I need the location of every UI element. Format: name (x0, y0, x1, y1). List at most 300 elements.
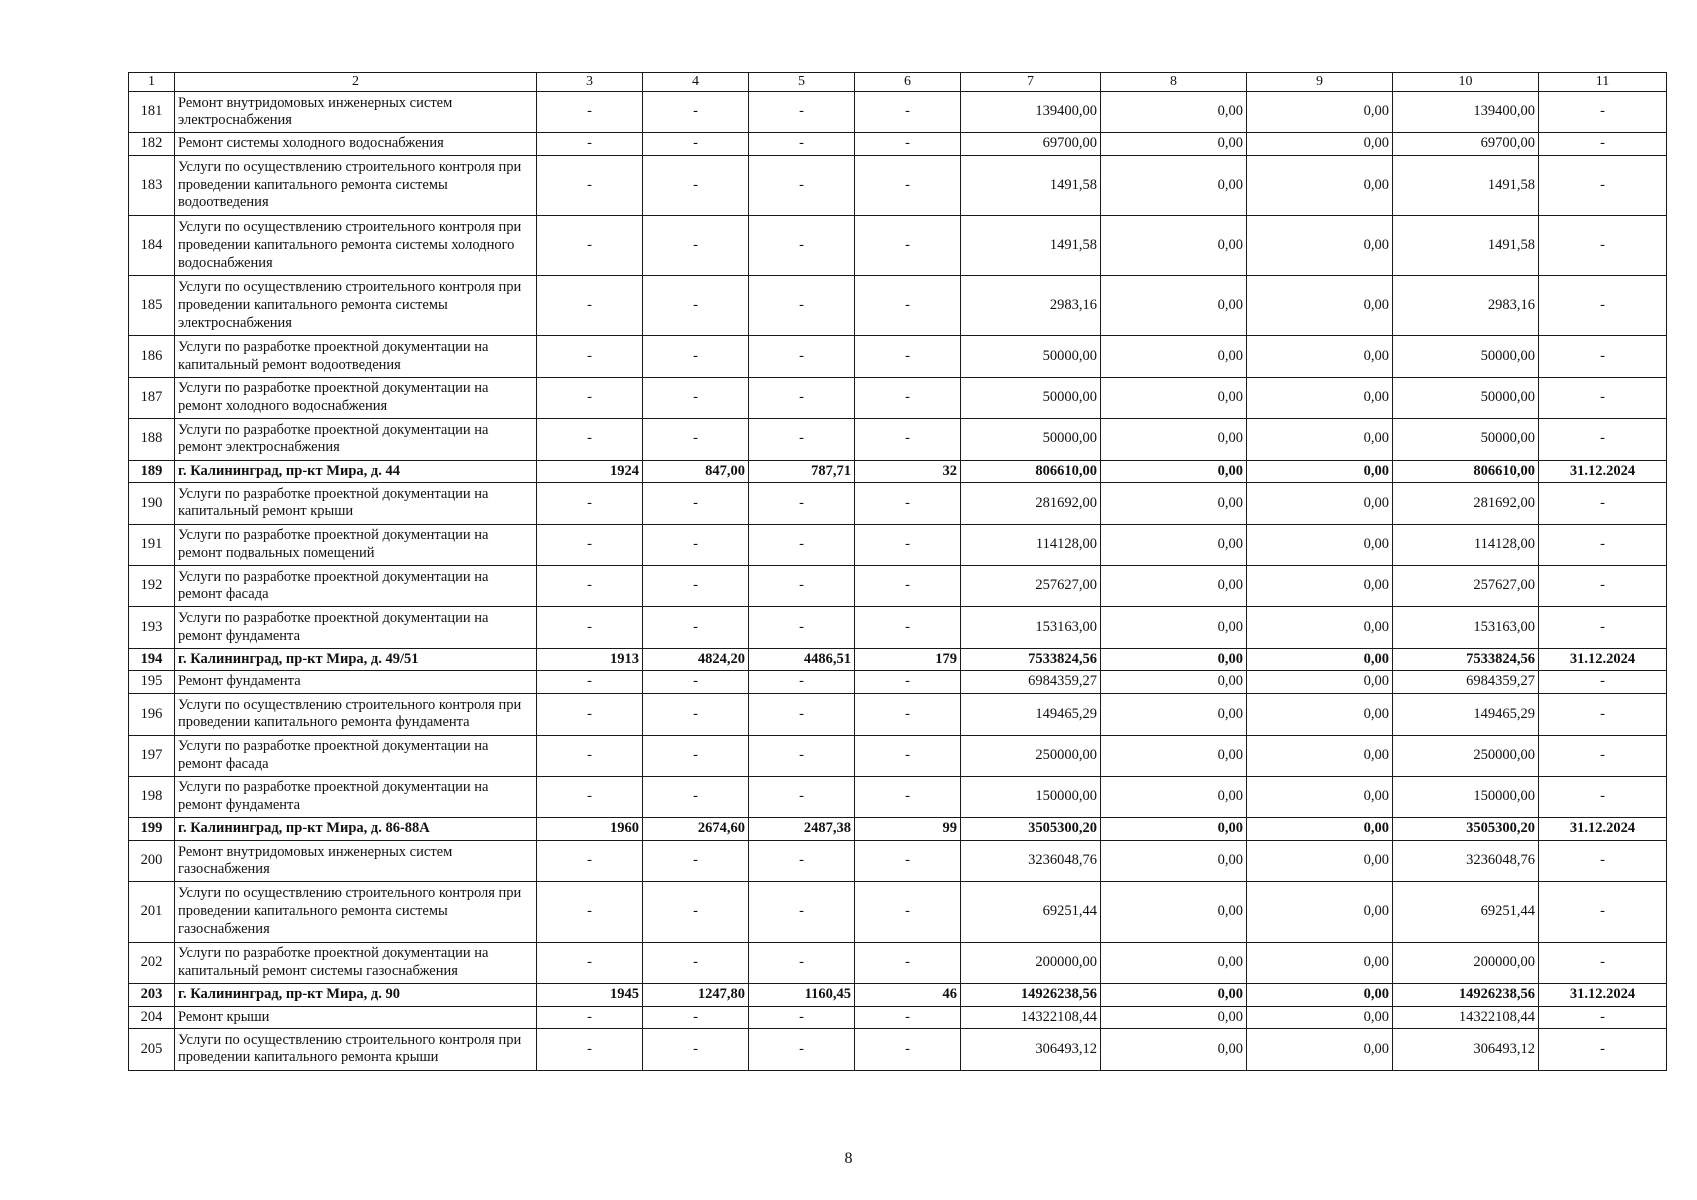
col-8-amount: 0,00 (1101, 882, 1247, 942)
work-name: Услуги по разработке проектной документации на ремонт фундамента (175, 607, 537, 648)
col-11-date: - (1539, 377, 1667, 418)
work-name: г. Калининград, пр-кт Мира, д. 49/51 (175, 648, 537, 671)
col-3-value: - (537, 776, 643, 817)
col-3-value: 1913 (537, 648, 643, 671)
col-11-date: - (1539, 1006, 1667, 1029)
col-6-value: 179 (855, 648, 961, 671)
col-6-value: - (855, 524, 961, 565)
work-name: Услуги по разработке проектной документации на капитальный ремонт водоотведения (175, 336, 537, 377)
col-11-date: - (1539, 483, 1667, 524)
col-11-date: - (1539, 419, 1667, 460)
col-10-amount: 50000,00 (1393, 377, 1539, 418)
work-name: Услуги по осуществлению строительного контроля при проведении капитального ремонта системы холодного водоснабжения (175, 216, 537, 276)
col-9-amount: 0,00 (1247, 156, 1393, 216)
table-row (129, 133, 1667, 156)
address-summary-row (129, 460, 1667, 483)
document-sheet (128, 72, 1666, 1071)
col-7-amount: 306493,12 (961, 1029, 1101, 1070)
col-3-value: - (537, 133, 643, 156)
col-8-amount: 0,00 (1101, 133, 1247, 156)
col-5-value: - (749, 735, 855, 776)
col-6-value: - (855, 841, 961, 882)
work-name: Услуги по осуществлению строительного контроля при проведении капитального ремонта системы водоотведения (175, 156, 537, 216)
col-5-value: - (749, 336, 855, 377)
col-7-amount: 250000,00 (961, 735, 1101, 776)
col-4-value: - (643, 882, 749, 942)
col-11-date: - (1539, 133, 1667, 156)
col-3-value: - (537, 524, 643, 565)
col-5-value: 4486,51 (749, 648, 855, 671)
col-11-date: - (1539, 694, 1667, 735)
col-4-value: 1247,80 (643, 983, 749, 1006)
work-name: Ремонт внутридомовых инженерных систем электроснабжения (175, 92, 537, 133)
row-number: 190 (129, 483, 175, 524)
col-4-value: - (643, 524, 749, 565)
col-8-amount: 0,00 (1101, 818, 1247, 841)
row-number: 195 (129, 671, 175, 694)
col-6-value: 99 (855, 818, 961, 841)
col-3-value: - (537, 1029, 643, 1070)
col-11-date: - (1539, 671, 1667, 694)
column-header-7: 7 (961, 73, 1101, 92)
col-9-amount: 0,00 (1247, 735, 1393, 776)
row-number: 200 (129, 841, 175, 882)
col-3-value: - (537, 841, 643, 882)
row-number: 194 (129, 648, 175, 671)
col-8-amount: 0,00 (1101, 377, 1247, 418)
col-9-amount: 0,00 (1247, 818, 1393, 841)
col-4-value: - (643, 1029, 749, 1070)
row-number: 192 (129, 566, 175, 607)
col-9-amount: 0,00 (1247, 133, 1393, 156)
table-body (129, 73, 1667, 1071)
table-row (129, 524, 1667, 565)
column-header-4: 4 (643, 73, 749, 92)
col-9-amount: 0,00 (1247, 460, 1393, 483)
col-3-value: - (537, 566, 643, 607)
table-row (129, 566, 1667, 607)
col-5-value: - (749, 1029, 855, 1070)
col-8-amount: 0,00 (1101, 566, 1247, 607)
col-7-amount: 69700,00 (961, 133, 1101, 156)
col-10-amount: 114128,00 (1393, 524, 1539, 565)
col-6-value: - (855, 566, 961, 607)
col-8-amount: 0,00 (1101, 460, 1247, 483)
address-summary-row (129, 983, 1667, 1006)
column-number-header-row (129, 73, 1667, 92)
col-5-value: - (749, 776, 855, 817)
col-3-value: - (537, 276, 643, 336)
col-7-amount: 806610,00 (961, 460, 1101, 483)
col-5-value: - (749, 92, 855, 133)
col-11-date: - (1539, 524, 1667, 565)
col-7-amount: 257627,00 (961, 566, 1101, 607)
col-10-amount: 806610,00 (1393, 460, 1539, 483)
col-10-amount: 257627,00 (1393, 566, 1539, 607)
col-4-value: - (643, 92, 749, 133)
work-name: г. Калининград, пр-кт Мира, д. 86-88А (175, 818, 537, 841)
col-6-value: - (855, 671, 961, 694)
col-7-amount: 14322108,44 (961, 1006, 1101, 1029)
col-7-amount: 7533824,56 (961, 648, 1101, 671)
column-header-5: 5 (749, 73, 855, 92)
capital-repair-table (128, 72, 1667, 1071)
col-3-value: - (537, 156, 643, 216)
col-5-value: - (749, 1006, 855, 1029)
col-9-amount: 0,00 (1247, 1006, 1393, 1029)
col-4-value: - (643, 1006, 749, 1029)
col-6-value: - (855, 607, 961, 648)
col-5-value: - (749, 942, 855, 983)
row-number: 186 (129, 336, 175, 377)
table-row (129, 276, 1667, 336)
col-3-value: - (537, 735, 643, 776)
table-row (129, 776, 1667, 817)
work-name: г. Калининград, пр-кт Мира, д. 44 (175, 460, 537, 483)
col-3-value: - (537, 483, 643, 524)
work-name: г. Калининград, пр-кт Мира, д. 90 (175, 983, 537, 1006)
col-4-value: - (643, 377, 749, 418)
table-row (129, 92, 1667, 133)
col-9-amount: 0,00 (1247, 694, 1393, 735)
col-6-value: - (855, 377, 961, 418)
col-5-value: - (749, 524, 855, 565)
col-3-value: 1945 (537, 983, 643, 1006)
row-number: 196 (129, 694, 175, 735)
col-11-date: 31.12.2024 (1539, 648, 1667, 671)
col-6-value: 46 (855, 983, 961, 1006)
table-row (129, 156, 1667, 216)
column-header-11: 11 (1539, 73, 1667, 92)
row-number: 205 (129, 1029, 175, 1070)
table-row (129, 336, 1667, 377)
col-7-amount: 6984359,27 (961, 671, 1101, 694)
col-7-amount: 50000,00 (961, 336, 1101, 377)
col-3-value: - (537, 1006, 643, 1029)
col-10-amount: 306493,12 (1393, 1029, 1539, 1070)
col-8-amount: 0,00 (1101, 648, 1247, 671)
row-number: 182 (129, 133, 175, 156)
col-4-value: - (643, 483, 749, 524)
col-10-amount: 3236048,76 (1393, 841, 1539, 882)
col-3-value: - (537, 92, 643, 133)
work-name: Ремонт фундамента (175, 671, 537, 694)
col-3-value: 1960 (537, 818, 643, 841)
work-name: Услуги по разработке проектной документации на капитальный ремонт системы газоснабжения (175, 942, 537, 983)
table-row (129, 1006, 1667, 1029)
col-10-amount: 69251,44 (1393, 882, 1539, 942)
table-row (129, 419, 1667, 460)
col-5-value: - (749, 671, 855, 694)
col-3-value: 1924 (537, 460, 643, 483)
col-5-value: - (749, 841, 855, 882)
col-7-amount: 2983,16 (961, 276, 1101, 336)
table-row (129, 694, 1667, 735)
row-number: 201 (129, 882, 175, 942)
col-9-amount: 0,00 (1247, 419, 1393, 460)
table-row (129, 1029, 1667, 1070)
row-number: 204 (129, 1006, 175, 1029)
col-9-amount: 0,00 (1247, 566, 1393, 607)
col-9-amount: 0,00 (1247, 776, 1393, 817)
work-name: Услуги по разработке проектной документации на капитальный ремонт крыши (175, 483, 537, 524)
col-8-amount: 0,00 (1101, 276, 1247, 336)
row-number: 184 (129, 216, 175, 276)
col-4-value: - (643, 694, 749, 735)
col-8-amount: 0,00 (1101, 1006, 1247, 1029)
col-10-amount: 153163,00 (1393, 607, 1539, 648)
col-7-amount: 281692,00 (961, 483, 1101, 524)
work-name: Ремонт крыши (175, 1006, 537, 1029)
col-8-amount: 0,00 (1101, 1029, 1247, 1070)
work-name: Ремонт системы холодного водоснабжения (175, 133, 537, 156)
work-name: Услуги по осуществлению строительного контроля при проведении капитального ремонта системы газоснабжения (175, 882, 537, 942)
col-6-value: - (855, 1029, 961, 1070)
col-5-value: - (749, 216, 855, 276)
col-11-date: - (1539, 336, 1667, 377)
col-7-amount: 1491,58 (961, 216, 1101, 276)
col-6-value: - (855, 156, 961, 216)
col-6-value: - (855, 483, 961, 524)
col-9-amount: 0,00 (1247, 377, 1393, 418)
work-name: Услуги по разработке проектной документации на ремонт холодного водоснабжения (175, 377, 537, 418)
row-number: 181 (129, 92, 175, 133)
table-row (129, 735, 1667, 776)
row-number: 187 (129, 377, 175, 418)
col-7-amount: 69251,44 (961, 882, 1101, 942)
col-9-amount: 0,00 (1247, 942, 1393, 983)
col-5-value: 1160,45 (749, 983, 855, 1006)
table-row (129, 216, 1667, 276)
col-7-amount: 149465,29 (961, 694, 1101, 735)
col-10-amount: 50000,00 (1393, 419, 1539, 460)
column-header-3: 3 (537, 73, 643, 92)
col-9-amount: 0,00 (1247, 983, 1393, 1006)
col-7-amount: 3236048,76 (961, 841, 1101, 882)
col-7-amount: 50000,00 (961, 419, 1101, 460)
col-5-value: - (749, 483, 855, 524)
row-number: 193 (129, 607, 175, 648)
col-3-value: - (537, 216, 643, 276)
col-4-value: - (643, 133, 749, 156)
col-4-value: - (643, 776, 749, 817)
col-4-value: 4824,20 (643, 648, 749, 671)
col-8-amount: 0,00 (1101, 841, 1247, 882)
col-6-value: - (855, 216, 961, 276)
col-11-date: - (1539, 776, 1667, 817)
col-5-value: - (749, 566, 855, 607)
col-8-amount: 0,00 (1101, 524, 1247, 565)
col-11-date: 31.12.2024 (1539, 460, 1667, 483)
col-6-value: - (855, 776, 961, 817)
col-7-amount: 200000,00 (961, 942, 1101, 983)
row-number: 183 (129, 156, 175, 216)
col-7-amount: 139400,00 (961, 92, 1101, 133)
col-10-amount: 1491,58 (1393, 216, 1539, 276)
col-8-amount: 0,00 (1101, 776, 1247, 817)
work-name: Услуги по разработке проектной документации на ремонт фасада (175, 566, 537, 607)
col-9-amount: 0,00 (1247, 483, 1393, 524)
address-summary-row (129, 648, 1667, 671)
col-10-amount: 14322108,44 (1393, 1006, 1539, 1029)
col-3-value: - (537, 336, 643, 377)
row-number: 199 (129, 818, 175, 841)
col-11-date: - (1539, 882, 1667, 942)
col-11-date: 31.12.2024 (1539, 983, 1667, 1006)
col-5-value: 787,71 (749, 460, 855, 483)
col-4-value: 847,00 (643, 460, 749, 483)
work-name: Услуги по разработке проектной документации на ремонт электроснабжения (175, 419, 537, 460)
col-6-value: - (855, 92, 961, 133)
col-3-value: - (537, 419, 643, 460)
col-4-value: - (643, 942, 749, 983)
row-number: 191 (129, 524, 175, 565)
col-9-amount: 0,00 (1247, 607, 1393, 648)
col-4-value: - (643, 841, 749, 882)
col-6-value: - (855, 694, 961, 735)
col-9-amount: 0,00 (1247, 648, 1393, 671)
col-11-date: - (1539, 942, 1667, 983)
col-4-value: - (643, 276, 749, 336)
col-8-amount: 0,00 (1101, 983, 1247, 1006)
col-10-amount: 250000,00 (1393, 735, 1539, 776)
table-row (129, 841, 1667, 882)
col-5-value: - (749, 694, 855, 735)
col-11-date: - (1539, 735, 1667, 776)
row-number: 189 (129, 460, 175, 483)
col-11-date: - (1539, 1029, 1667, 1070)
col-6-value: - (855, 1006, 961, 1029)
table-row (129, 942, 1667, 983)
row-number: 203 (129, 983, 175, 1006)
col-10-amount: 139400,00 (1393, 92, 1539, 133)
address-summary-row (129, 818, 1667, 841)
col-3-value: - (537, 694, 643, 735)
col-3-value: - (537, 942, 643, 983)
col-9-amount: 0,00 (1247, 882, 1393, 942)
col-5-value: 2487,38 (749, 818, 855, 841)
col-4-value: - (643, 735, 749, 776)
col-11-date: - (1539, 92, 1667, 133)
col-8-amount: 0,00 (1101, 735, 1247, 776)
col-9-amount: 0,00 (1247, 524, 1393, 565)
col-10-amount: 2983,16 (1393, 276, 1539, 336)
col-6-value: - (855, 133, 961, 156)
col-7-amount: 3505300,20 (961, 818, 1101, 841)
col-8-amount: 0,00 (1101, 671, 1247, 694)
col-11-date: 31.12.2024 (1539, 818, 1667, 841)
col-8-amount: 0,00 (1101, 216, 1247, 276)
col-3-value: - (537, 377, 643, 418)
col-4-value: - (643, 607, 749, 648)
col-3-value: - (537, 671, 643, 694)
col-8-amount: 0,00 (1101, 942, 1247, 983)
col-6-value: - (855, 735, 961, 776)
work-name: Услуги по осуществлению строительного контроля при проведении капитального ремонта крыши (175, 1029, 537, 1070)
col-5-value: - (749, 882, 855, 942)
col-11-date: - (1539, 841, 1667, 882)
col-9-amount: 0,00 (1247, 841, 1393, 882)
col-4-value: - (643, 336, 749, 377)
col-7-amount: 1491,58 (961, 156, 1101, 216)
col-9-amount: 0,00 (1247, 671, 1393, 694)
col-6-value: - (855, 419, 961, 460)
col-11-date: - (1539, 216, 1667, 276)
col-8-amount: 0,00 (1101, 607, 1247, 648)
col-6-value: - (855, 336, 961, 377)
page-number: 8 (844, 1150, 853, 1167)
work-name: Услуги по разработке проектной документации на ремонт фундамента (175, 776, 537, 817)
col-10-amount: 69700,00 (1393, 133, 1539, 156)
col-3-value: - (537, 882, 643, 942)
work-name: Услуги по осуществлению строительного контроля при проведении капитального ремонта системы электроснабжения (175, 276, 537, 336)
col-7-amount: 153163,00 (961, 607, 1101, 648)
column-header-1: 1 (129, 73, 175, 92)
col-4-value: - (643, 671, 749, 694)
col-10-amount: 1491,58 (1393, 156, 1539, 216)
col-10-amount: 149465,29 (1393, 694, 1539, 735)
work-name: Ремонт внутридомовых инженерных систем газоснабжения (175, 841, 537, 882)
col-7-amount: 14926238,56 (961, 983, 1101, 1006)
col-9-amount: 0,00 (1247, 276, 1393, 336)
table-row (129, 671, 1667, 694)
row-number: 188 (129, 419, 175, 460)
col-9-amount: 0,00 (1247, 92, 1393, 133)
work-name: Услуги по осуществлению строительного контроля при проведении капитального ремонта фундамента (175, 694, 537, 735)
col-6-value: 32 (855, 460, 961, 483)
col-8-amount: 0,00 (1101, 92, 1247, 133)
col-5-value: - (749, 133, 855, 156)
col-4-value: - (643, 566, 749, 607)
col-4-value: - (643, 156, 749, 216)
col-11-date: - (1539, 156, 1667, 216)
row-number: 202 (129, 942, 175, 983)
table-row (129, 377, 1667, 418)
col-5-value: - (749, 607, 855, 648)
col-5-value: - (749, 276, 855, 336)
row-number: 197 (129, 735, 175, 776)
col-8-amount: 0,00 (1101, 419, 1247, 460)
col-9-amount: 0,00 (1247, 216, 1393, 276)
col-9-amount: 0,00 (1247, 1029, 1393, 1070)
work-name: Услуги по разработке проектной документации на ремонт подвальных помещений (175, 524, 537, 565)
column-header-10: 10 (1393, 73, 1539, 92)
col-10-amount: 3505300,20 (1393, 818, 1539, 841)
col-8-amount: 0,00 (1101, 336, 1247, 377)
col-6-value: - (855, 942, 961, 983)
col-11-date: - (1539, 276, 1667, 336)
column-header-6: 6 (855, 73, 961, 92)
col-10-amount: 50000,00 (1393, 336, 1539, 377)
table-row (129, 483, 1667, 524)
col-10-amount: 200000,00 (1393, 942, 1539, 983)
column-header-9: 9 (1247, 73, 1393, 92)
col-6-value: - (855, 882, 961, 942)
row-number: 198 (129, 776, 175, 817)
column-header-2: 2 (175, 73, 537, 92)
col-5-value: - (749, 156, 855, 216)
row-number: 185 (129, 276, 175, 336)
work-name: Услуги по разработке проектной документации на ремонт фасада (175, 735, 537, 776)
col-6-value: - (855, 276, 961, 336)
col-4-value: - (643, 216, 749, 276)
col-10-amount: 281692,00 (1393, 483, 1539, 524)
col-10-amount: 150000,00 (1393, 776, 1539, 817)
col-11-date: - (1539, 566, 1667, 607)
col-3-value: - (537, 607, 643, 648)
col-5-value: - (749, 377, 855, 418)
col-10-amount: 7533824,56 (1393, 648, 1539, 671)
